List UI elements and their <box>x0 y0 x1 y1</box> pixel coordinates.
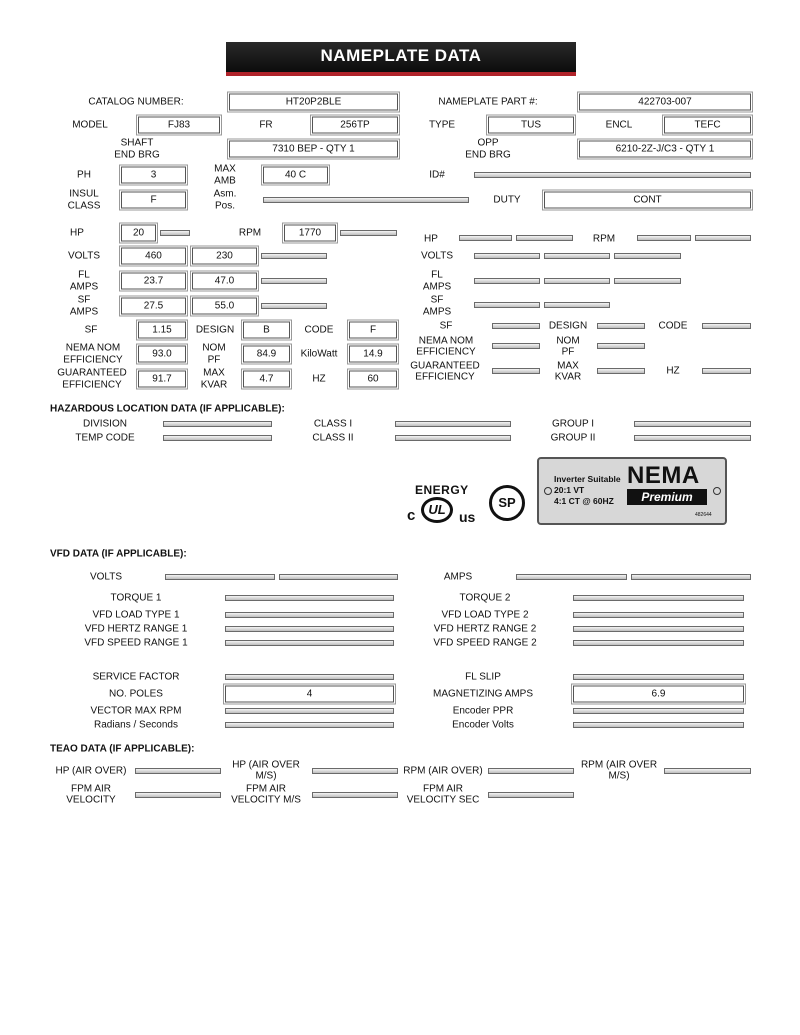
hp-air-over-ms-label-2: M/S) <box>255 770 277 782</box>
volts2-label: VOLTS <box>420 250 454 262</box>
speed-range2-field <box>573 640 744 646</box>
plate-nema: NEMA <box>627 462 700 489</box>
ul-mark: UL <box>421 497 453 523</box>
encl-label: ENCL <box>605 119 633 131</box>
group2-field <box>634 435 751 441</box>
plate-code: 482644 <box>695 512 712 518</box>
guar-eff2-field <box>492 368 540 374</box>
group2-label: GROUP II <box>550 432 596 444</box>
nom-pf-field: 84.9 <box>243 346 290 363</box>
class2-field <box>395 435 511 441</box>
design-field: B <box>243 322 290 339</box>
hertz-range2-field <box>573 626 744 632</box>
fl-amps2-label-2: AMPS <box>422 281 452 293</box>
nom-pf-label-2: PF <box>207 354 221 366</box>
vector-max-rpm-label: VECTOR MAX RPM <box>90 705 182 717</box>
hertz-range1-label: VFD HERTZ RANGE 1 <box>84 623 188 635</box>
max-amb-field: 40 C <box>263 167 328 184</box>
sf-amps-label-2: AMPS <box>69 306 99 318</box>
class1-field <box>395 421 511 427</box>
plate-line1: Inverter Suitable <box>554 474 621 484</box>
catalog-number-label: CATALOG NUMBER: <box>88 96 184 108</box>
max-amb-label-1: MAX <box>214 163 236 175</box>
nom-pf2-label-2: PF <box>561 346 575 358</box>
encoder-ppr-field <box>573 708 744 714</box>
volts-field-2: 230 <box>192 248 257 265</box>
load-type1-label: VFD LOAD TYPE 1 <box>92 609 180 621</box>
max-kvar2-label-1: MAX <box>557 360 579 372</box>
plate-premium: Premium <box>627 489 707 505</box>
sf-amps2-label-2: AMPS <box>422 306 452 318</box>
hazardous-heading: HAZARDOUS LOCATION DATA (IF APPLICABLE): <box>50 403 285 415</box>
group1-label: GROUP I <box>551 418 595 430</box>
nom-pf-label-1: NOM <box>202 342 226 354</box>
asm-pos-label-2: Pos. <box>214 200 236 212</box>
fl-amps2-field-2 <box>544 278 610 284</box>
id-field <box>474 172 751 178</box>
rpm-field-2 <box>340 230 397 236</box>
teao-heading: TEAO DATA (IF APPLICABLE): <box>50 743 195 755</box>
model-label: MODEL <box>72 119 108 131</box>
sf-amps-field-2: 55.0 <box>192 298 257 315</box>
hz-field: 60 <box>349 371 397 388</box>
vfd-volts-field-2 <box>279 574 398 580</box>
nom-pf2-field <box>597 343 645 349</box>
fl-amps-field-3 <box>261 278 327 284</box>
type-field: TUS <box>488 117 574 134</box>
insul-class-field: F <box>121 192 186 209</box>
csa-logo: SP <box>489 485 525 521</box>
vfd-amps-label: AMPS <box>443 571 473 583</box>
plate-line3: 4:1 CT @ 60HZ <box>554 496 614 506</box>
fpm-air-velocity-label-1: FPM AIR <box>70 783 112 795</box>
asm-pos-label-1: Asm. <box>213 188 237 200</box>
group1-field <box>634 421 751 427</box>
volts2-field-2 <box>544 253 610 259</box>
duty-label: DUTY <box>493 194 521 206</box>
fl-amps2-field-1 <box>474 278 540 284</box>
fpm-air-velocity-ms-field <box>312 792 398 798</box>
temp-code-label: TEMP CODE <box>75 432 135 444</box>
rpm-air-over-field <box>488 768 574 774</box>
vfd-volts-label: VOLTS <box>89 571 123 583</box>
no-poles-label: NO. POLES <box>109 688 163 700</box>
max-kvar2-field <box>597 368 645 374</box>
nema-eff-label-2: EFFICIENCY <box>63 354 123 366</box>
ph-label: PH <box>77 169 91 181</box>
code2-field <box>702 323 751 329</box>
nameplate-part-label: NAMEPLATE PART #: <box>438 96 538 108</box>
catalog-number-field: HT20P2BLE <box>229 94 398 111</box>
speed-range1-label: VFD SPEED RANGE 1 <box>84 637 188 649</box>
insul-class-label-1: INSUL <box>69 188 99 200</box>
radians-label: Radians / Seconds <box>94 719 178 731</box>
encoder-ppr-label: Encoder PPR <box>452 705 514 717</box>
design2-field <box>597 323 645 329</box>
fl-amps2-field-3 <box>614 278 681 284</box>
no-poles-field: 4 <box>225 686 394 703</box>
kilowatt-field: 14.9 <box>349 346 397 363</box>
vector-max-rpm-field <box>225 708 394 714</box>
ph-field: 3 <box>121 167 186 184</box>
vfd-volts-field-1 <box>165 574 275 580</box>
insul-class-label-2: CLASS <box>67 200 101 212</box>
hertz-range1-field <box>225 626 394 632</box>
torque2-label: TORQUE 2 <box>459 592 511 604</box>
vfd-amps-field-2 <box>631 574 751 580</box>
rpm-label: RPM <box>238 227 262 239</box>
fpm-air-velocity-sec-field <box>488 792 574 798</box>
sf-field: 1.15 <box>138 322 186 339</box>
fr-label: FR <box>259 119 273 131</box>
load-type2-field <box>573 612 744 618</box>
design-label: DESIGN <box>195 324 235 336</box>
fl-amps-label-1: FL <box>78 269 90 281</box>
sf2-label: SF <box>439 320 453 332</box>
speed-range2-label: VFD SPEED RANGE 2 <box>433 637 537 649</box>
shaft-end-brg-label-1: SHAFT <box>120 137 154 149</box>
class2-label: CLASS II <box>312 432 354 444</box>
nema-eff2-label-1: NEMA NOM <box>418 335 474 347</box>
hz2-field <box>702 368 751 374</box>
guar-eff-label-2: EFFICIENCY <box>62 379 122 391</box>
nema-premium-plate <box>537 457 727 525</box>
hp-air-over-ms-label-1: HP (AIR OVER <box>232 759 300 771</box>
load-type2-label: VFD LOAD TYPE 2 <box>441 609 529 621</box>
page-title: NAMEPLATE DATA <box>226 42 576 76</box>
code-label: CODE <box>304 324 334 336</box>
fl-slip-field <box>573 674 744 680</box>
sf-amps-field-1: 27.5 <box>121 298 186 315</box>
magnetizing-amps-field: 6.9 <box>573 686 744 703</box>
energy-text: ENERGY <box>415 483 469 497</box>
magnetizing-amps-label: MAGNETIZING AMPS <box>432 688 534 700</box>
asm-pos-field <box>263 197 469 203</box>
sf-amps2-field-2 <box>544 302 610 308</box>
max-kvar-field: 4.7 <box>243 371 290 388</box>
hp-air-over-ms-field <box>312 768 398 774</box>
ul-us-text: us <box>459 509 476 525</box>
fpm-air-velocity-ms-label-2: VELOCITY M/S <box>231 794 301 806</box>
division-field <box>163 421 272 427</box>
plate-hole-icon <box>544 487 552 495</box>
volts2-field-1 <box>474 253 540 259</box>
fl-amps-field-2: 47.0 <box>192 273 257 290</box>
hp-field: 20 <box>121 225 156 242</box>
class1-label: CLASS I <box>313 418 353 430</box>
hp2-label: HP <box>424 233 438 245</box>
volts2-field-3 <box>614 253 681 259</box>
type-label: TYPE <box>428 119 456 131</box>
hp-air-over-field <box>135 768 221 774</box>
nameplate-part-field: 422703-007 <box>579 94 751 111</box>
hp2-field-1 <box>459 235 512 241</box>
energy-ul-logo <box>407 483 477 527</box>
max-kvar-label-1: MAX <box>203 367 225 379</box>
nema-eff-field: 93.0 <box>138 346 186 363</box>
division-label: DIVISION <box>83 418 127 430</box>
rpm2-field-2 <box>695 235 751 241</box>
opp-end-brg-label-2: END BRG <box>465 149 511 161</box>
sf-amps2-field-1 <box>474 302 540 308</box>
torque1-field <box>225 595 394 601</box>
fpm-air-velocity-sec-label-1: FPM AIR <box>422 783 464 795</box>
sf-label: SF <box>84 324 98 336</box>
encoder-volts-field <box>573 722 744 728</box>
guar-eff-label-1: GUARANTEED <box>57 367 127 379</box>
rpm2-field-1 <box>637 235 691 241</box>
torque2-field <box>573 595 744 601</box>
nema-eff2-label-2: EFFICIENCY <box>416 346 476 358</box>
guar-eff-field: 91.7 <box>138 371 186 388</box>
sf-amps-field-3 <box>261 303 327 309</box>
plate-line2: 20:1 VT <box>554 485 585 495</box>
fl-slip-label: FL SLIP <box>465 671 501 683</box>
hp-air-over-label: HP (AIR OVER) <box>55 765 127 777</box>
hp2-field-2 <box>516 235 573 241</box>
fpm-air-velocity-sec-label-2: VELOCITY SEC <box>406 794 480 806</box>
code2-label: CODE <box>658 320 688 332</box>
rpm-air-over-ms-field <box>664 768 751 774</box>
speed-range1-field <box>225 640 394 646</box>
nema-eff2-field <box>492 343 540 349</box>
fr-field: 256TP <box>312 117 398 134</box>
torque1-label: TORQUE 1 <box>110 592 162 604</box>
radians-field <box>225 722 394 728</box>
rpm-field: 1770 <box>284 225 336 242</box>
fpm-air-velocity-field <box>135 792 221 798</box>
fpm-air-velocity-ms-label-1: FPM AIR <box>245 783 287 795</box>
sf-amps-label-1: SF <box>77 294 91 306</box>
rpm2-label: RPM <box>592 233 616 245</box>
plate-hole-icon <box>713 487 721 495</box>
hertz-range2-label: VFD HERTZ RANGE 2 <box>433 623 537 635</box>
guar-eff2-label-2: EFFICIENCY <box>415 371 475 383</box>
volts-label: VOLTS <box>67 250 101 262</box>
rpm-air-over-label: RPM (AIR OVER) <box>403 765 483 777</box>
fpm-air-velocity-label-2: VELOCITY <box>66 794 116 806</box>
vfd-heading: VFD DATA (IF APPLICABLE): <box>50 548 187 560</box>
code-field: F <box>349 322 397 339</box>
max-kvar2-label-2: KVAR <box>554 371 582 383</box>
max-kvar-label-2: KVAR <box>200 379 228 391</box>
sf2-field <box>492 323 540 329</box>
volts-field-1: 460 <box>121 248 186 265</box>
id-label: ID# <box>429 169 445 181</box>
encoder-volts-label: Encoder Volts <box>452 719 514 731</box>
hp-field-2 <box>160 230 190 236</box>
sf-amps2-label-1: SF <box>430 294 444 306</box>
rpm-air-over-ms-label-1: RPM (AIR OVER <box>580 759 658 771</box>
load-type1-field <box>225 612 394 618</box>
opp-end-brg-field: 6210-2Z-J/C3 - QTY 1 <box>579 141 751 158</box>
ul-c-text: c <box>407 507 416 524</box>
service-factor-label: SERVICE FACTOR <box>92 671 180 683</box>
fl-amps2-label-1: FL <box>431 269 443 281</box>
design2-label: DESIGN <box>548 320 588 332</box>
fl-amps-field-1: 23.7 <box>121 273 186 290</box>
shaft-end-brg-label-2: END BRG <box>114 149 160 161</box>
duty-field: CONT <box>544 192 751 209</box>
hz2-label: HZ <box>666 365 680 377</box>
temp-code-field <box>163 435 272 441</box>
hp-label: HP <box>70 227 84 239</box>
rpm-air-over-ms-label-2: M/S) <box>608 770 630 782</box>
kilowatt-label: KiloWatt <box>300 348 338 360</box>
nom-pf2-label-1: NOM <box>556 335 580 347</box>
fl-amps-label-2: AMPS <box>69 281 99 293</box>
nema-eff-label-1: NEMA NOM <box>65 342 121 354</box>
hz-label: HZ <box>312 373 326 385</box>
max-amb-label-2: AMB <box>214 175 236 187</box>
service-factor-field <box>225 674 394 680</box>
shaft-end-brg-field: 7310 BEP - QTY 1 <box>229 141 398 158</box>
volts-field-3 <box>261 253 327 259</box>
guar-eff2-label-1: GUARANTEED <box>410 360 480 372</box>
encl-field: TEFC <box>664 117 751 134</box>
model-field: FJ83 <box>138 117 220 134</box>
vfd-amps-field-1 <box>516 574 627 580</box>
opp-end-brg-label-1: OPP <box>477 137 499 149</box>
